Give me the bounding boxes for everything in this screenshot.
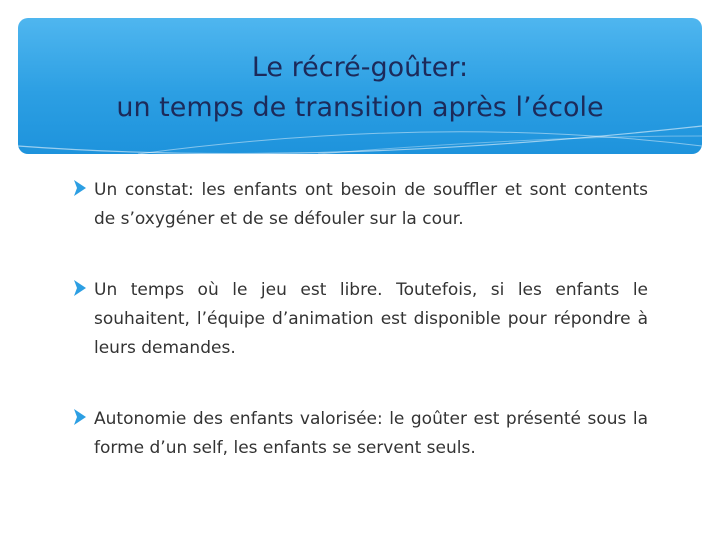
- title-line-1: Le récré-goûter:: [251, 52, 469, 83]
- arrow-bullet-icon: [72, 278, 88, 298]
- bullet-list: [74, 176, 648, 505]
- bullet-item-3: [74, 405, 648, 463]
- arrow-bullet-icon: [72, 407, 88, 427]
- bullet-item-2: [74, 276, 648, 363]
- bullet-item-1: [74, 176, 648, 234]
- slide-title: [18, 48, 702, 128]
- bullet-text: Un constat: les enfants ont besoin de souffler et sont contents de s’oxygéner et de se défouler sur la cour.: [94, 180, 648, 229]
- arrow-bullet-icon: [72, 178, 88, 198]
- title-line-2: un temps de transition après l’école: [116, 92, 604, 123]
- bullet-text: Un temps où le jeu est libre. Toutefois, si les enfants le souhaitent, l’équipe d’animation est disponible pour répondre à leurs demandes.: [94, 280, 648, 358]
- title-band: [18, 18, 702, 154]
- bullet-text: Autonomie des enfants valorisée: le goûter est présenté sous la forme d’un self, les enfants se servent seuls.: [94, 409, 648, 458]
